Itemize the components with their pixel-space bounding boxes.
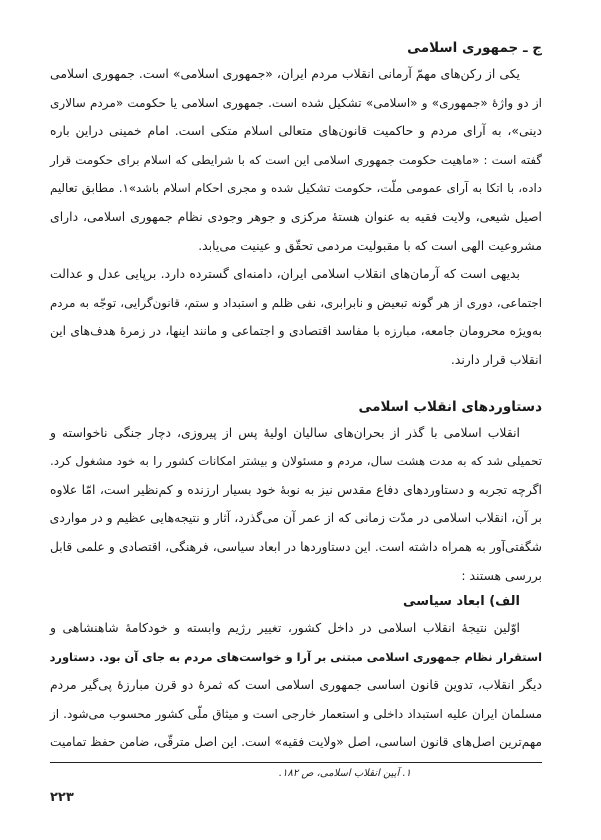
section-spacer [50, 375, 542, 395]
paragraph-political-dimensions [50, 614, 542, 757]
subheading-political-dimensions: الف) ابعاد سیاسی [403, 594, 520, 610]
footnote: ۱. آیین انقلاب اسلامی، ص ۱۸۲. [278, 768, 411, 779]
paragraph-islamic-republic [50, 60, 542, 260]
text-line: اجتماعی، دوری از هر گونه تبعیض و نابرابری، نفی ظلم و استبداد و ستم، قانون‌گرایی، توجّه به مردم [50, 295, 542, 310]
text-line: یکی از رکن‌های مهمّ آرمانی انقلاب مردم ایران، «جمهوری اسلامی» است. جمهوری اسلامی [50, 66, 520, 81]
text-line: دیگر انقلاب، تدوین قانون اساسی جمهوری اسلامی است که ثمرهٔ دو قرن مبارزهٔ پی‌گیر مردم [50, 677, 542, 693]
text-line: به‌ویژه محرومان جامعه، مبارزه با مفاسد اقتصادی و اجتماعی و مانند اینها، در زمرهٔ هدف‌های این [50, 324, 542, 339]
text-line: شگفتی‌آور به همراه داشته است. این دستاوردها در ابعاد سیاسی، فرهنگی، اقتصادی و علمی قابل [50, 539, 542, 554]
text-line: از دو واژهٔ «جمهوری» و «اسلامی» تشکیل شده است. جمهوری اسلامی یا حکومت «مردم سالاری [50, 95, 542, 110]
section-heading-achievements: دستاوردهای انقلاب اسلامی [358, 398, 542, 415]
page-number: ۲۲۳ [50, 790, 74, 805]
text-line: داده، با اتکا به آرای عمومی ملّت، حکومت تشکیل شده و مجری احکام اسلام باشد»۱. مطابق تعالیم [50, 181, 542, 196]
text-line: مشروعیت الهی است که با مقبولیت مردمی تحقّق و عینیت می‌یابد. [198, 237, 542, 253]
section-heading-islamic-republic: ج ـ جمهوری اسلامی [407, 40, 542, 56]
text-line: بر آن، انقلاب اسلامی در مدّت زمانی که از عمر آن می‌گذرد، آثار و نتیجه‌هایی عظیم و در مواردی [49, 510, 542, 526]
text-line: تحمیلی شد که به مدت هشت سال، مردم و مسئولان و بیشتر امکانات کشور را به خود مشغول کرد. [50, 454, 542, 469]
text-line: اوّلین نتیجهٔ انقلاب اسلامی در داخل کشور، تغییر رژیم وابسته و خودکامهٔ شاهنشاهی و [50, 620, 520, 636]
paragraph-revolution-ideals [50, 260, 542, 374]
paragraph-achievements-intro [50, 419, 542, 591]
page-body [50, 36, 542, 757]
text-line: بررسی هستند : [461, 567, 542, 583]
text-line: مهم‌ترین اصل‌های قانون اساسی، اصل «ولایت فقیه» است. این اصل مترقّی، ضامن حفظ تمامیت [50, 735, 542, 750]
text-line: اصیل شیعی، ولایت فقیه به عنوان هستهٔ مرکزی و جوهر وجودی نظام جمهوری اسلامی، دارای [50, 208, 542, 224]
text-line: بدیهی است که آرمان‌های انقلاب اسلامی ایران، دامنه‌ای گسترده دارد. برپایی عدل و عدالت [50, 266, 520, 282]
text-line: گفته است : «ماهیت حکومت جمهوری اسلامی این است که با شرایطی که اسلام برای حکومت قرار [50, 152, 542, 167]
text-line: استقرار نظام جمهوری اسلامی مبتنی بر آرا و خواست‌های مردم به جای آن بود. دستاورد [49, 649, 542, 664]
text-line: اگرچه تجربه و دستاوردهای دفاع مقدس نیز به نوبهٔ خود بسیار ارزنده و کم‌نظیر است، امّا علاوه [50, 481, 542, 497]
text-line: دینی»، به آرای مردم و حاکمیت قانون‌های متعالی اسلام متکی است. امام خمینی دراین باره [50, 123, 542, 139]
text-line: انقلاب قرار دارند. [450, 351, 542, 367]
text-line: انقلاب اسلامی با گذر از بحران‌های سالیان اولیهٔ پس از پیروزی، دچار جنگی ناخواسته و [50, 424, 520, 440]
footnote-divider [50, 762, 542, 763]
text-line: مسلمان ایران علیه استبداد داخلی و استعمار خارجی است و میثاق ملّی کشور محسوب می‌شود. از [50, 706, 542, 721]
